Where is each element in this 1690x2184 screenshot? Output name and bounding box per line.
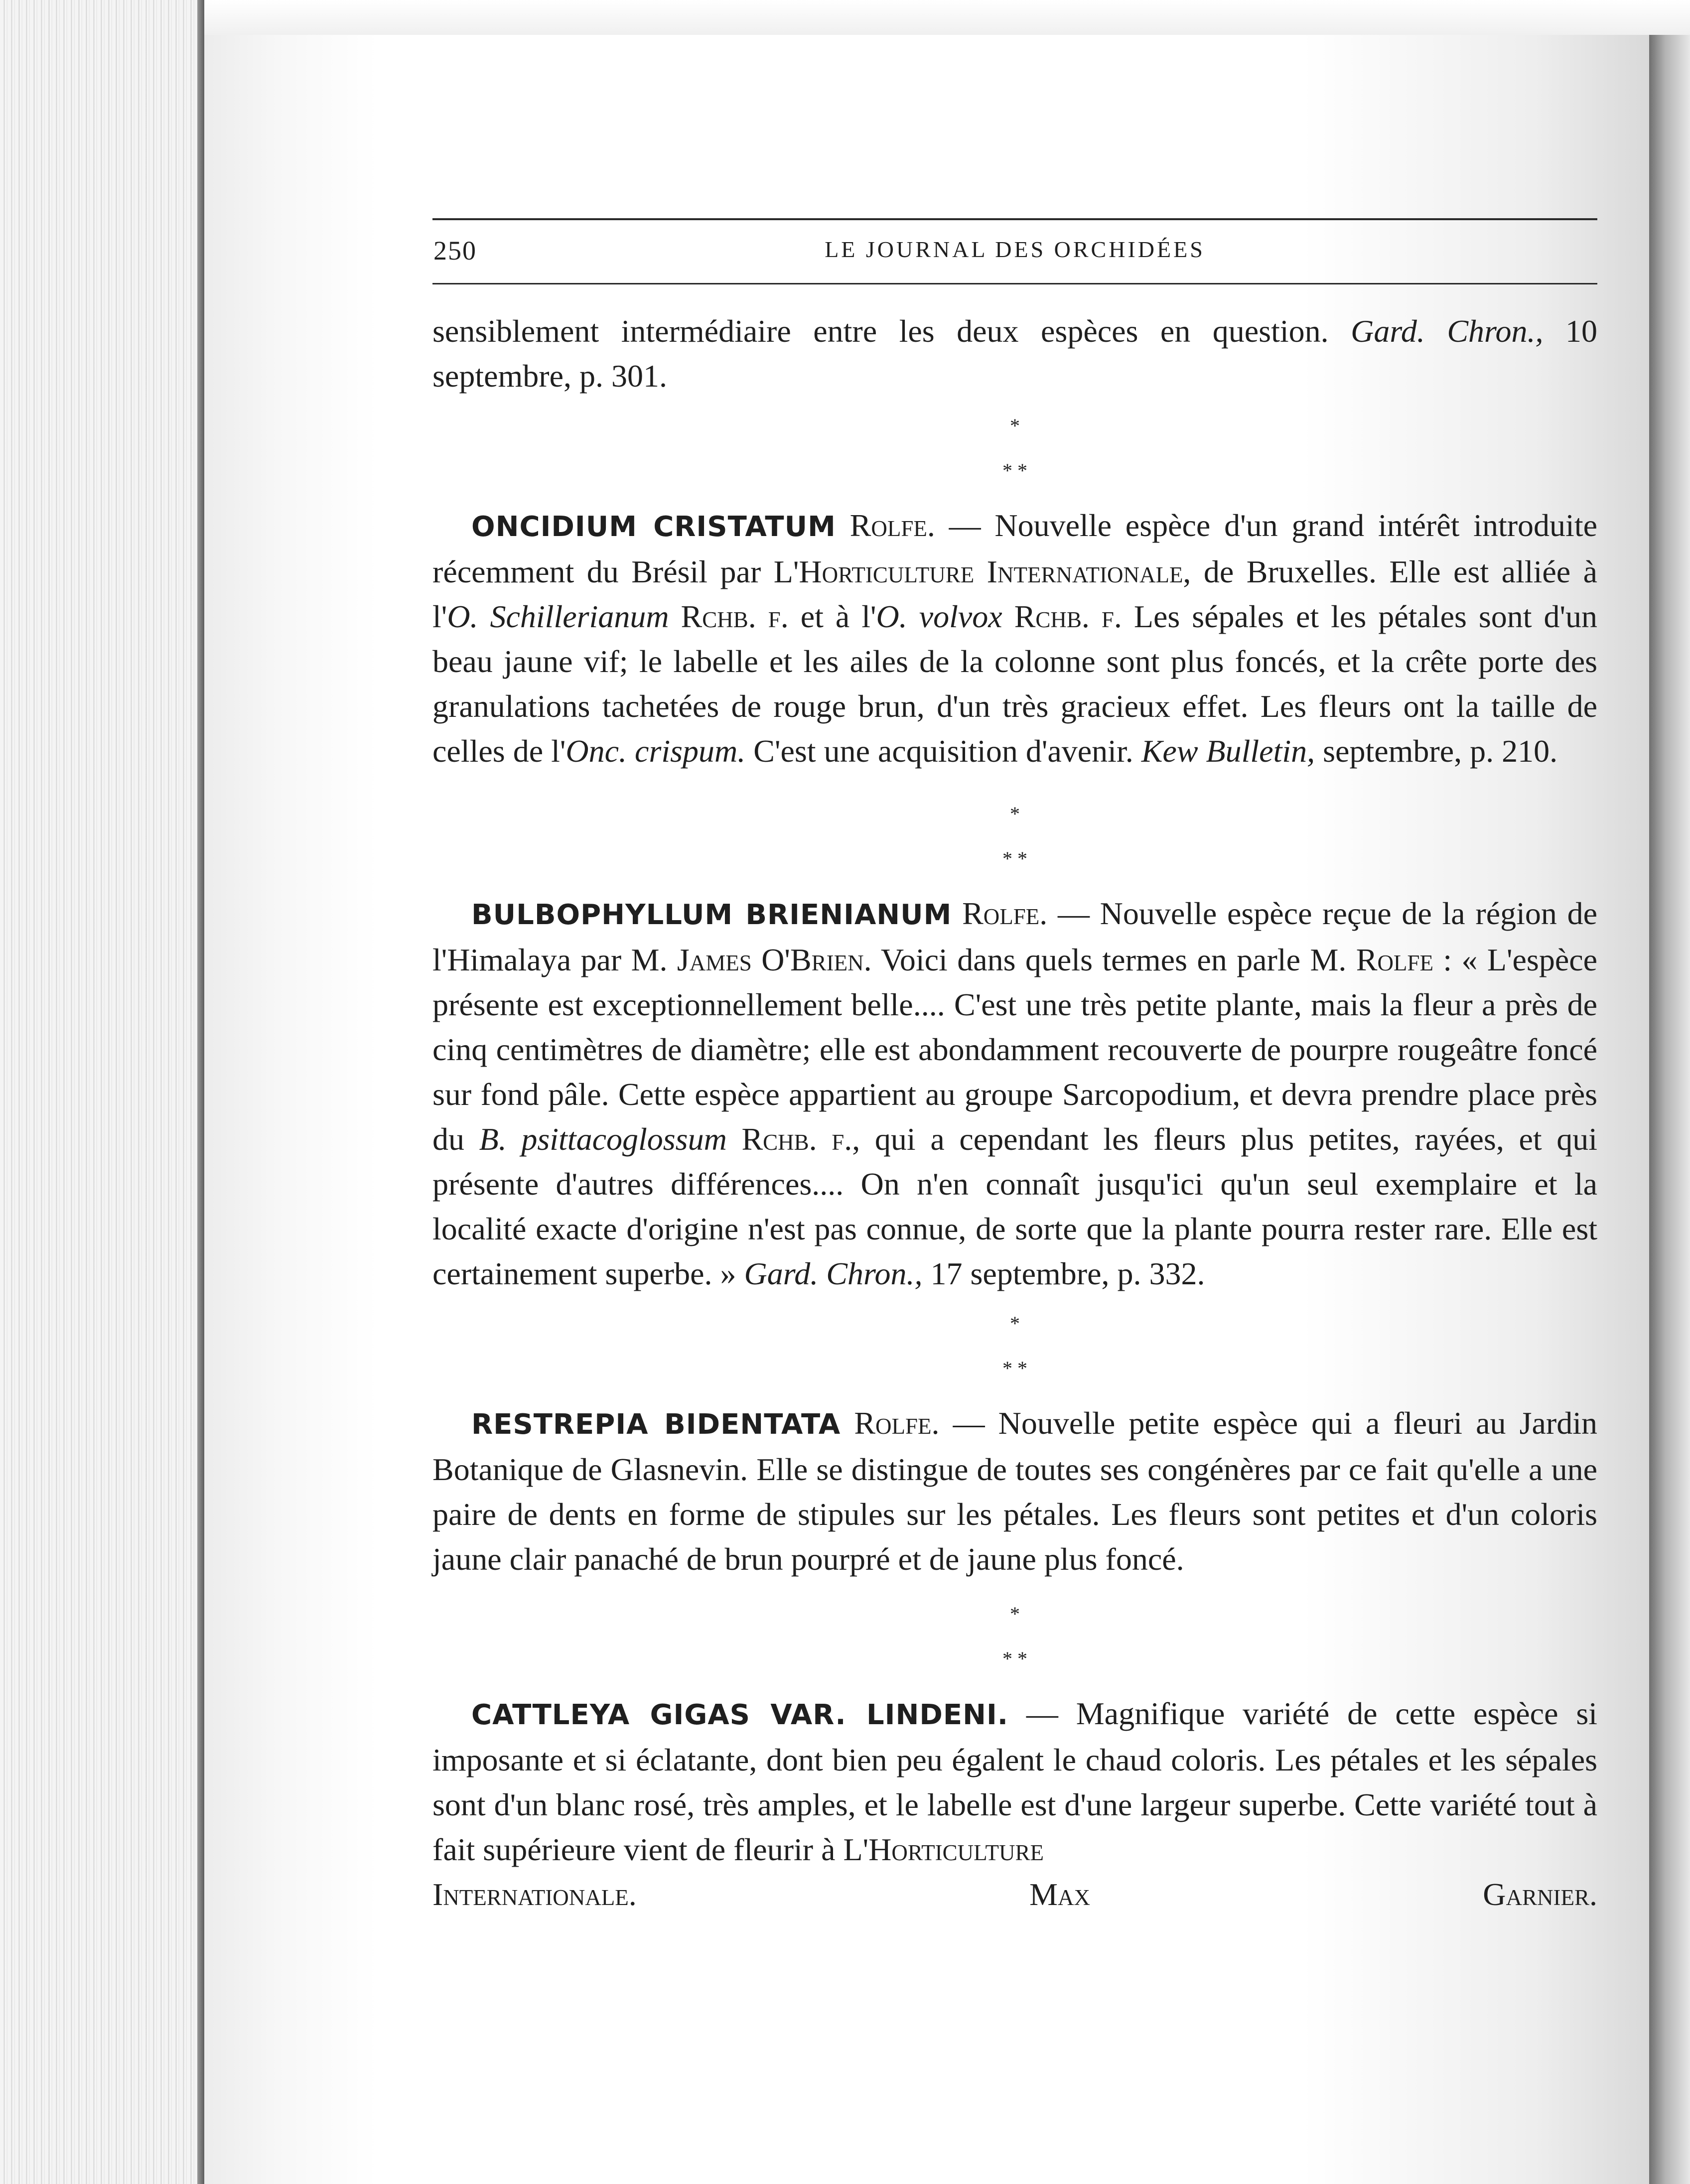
entry-source: Gard. Chron., [744,1256,923,1291]
entry-source-tail: 17 septembre, p. 332. [930,1256,1205,1291]
entry-text: — Magnifique variété de cette espèce si imposante et si éclatante, dont bien peu égalent le chaud coloris. Les pétales et les sépales sont d'un blanc rosé, très amples, et le labelle est d'une largeur superbe. Cette variété tout à fait supérieure vient de fleurir à [432,1696,1598,1867]
section-separator [432,788,1597,877]
entry-title: ONCIDIUM CRISTATUM [471,511,836,543]
separator-star-top: * [1010,803,1020,825]
entry-text: — Nouvelle espèce d'un grand intérêt introduite récemment du Brésil par [432,508,1598,589]
separator-star-top: * [1010,1312,1020,1335]
entry-title: RESTREPIA BIDENTATA [471,1408,841,1441]
species-name: O. Schillerianum [447,599,669,634]
intro-text: sensiblement intermédiaire entre les deux espèces en question. [432,313,1329,349]
page-right-shadow [1649,35,1690,2184]
entry-oncidium-cristatum [432,503,1597,774]
book-edge [0,0,204,2184]
entry-organization: L'Horticulture [843,1832,1044,1867]
entry-text: — Nouvelle espèce reçue de la région de l'Himalaya par M. [432,896,1597,977]
signature-line [432,1872,1597,1917]
separator-stars-bottom: * * [1002,847,1027,870]
person-name: James O'Brien. [677,942,872,977]
section-separator [432,400,1597,489]
separator-stars-bottom: * * [1002,459,1027,482]
species-author: Rchb. f. [1014,599,1122,634]
running-head [432,235,1597,275]
page-number: 250 [433,236,477,266]
section-separator [432,1588,1597,1677]
header-rule-top [432,218,1597,220]
separator-stars-bottom: * * [1002,1647,1027,1670]
entry-text: de Bruxelles. Elle est alliée à l' [432,554,1598,634]
person-name: Rolfe [1356,942,1433,977]
entry-text: Les sépales et les pétales sont d'un beau jaune vif; le labelle et les ailes de la colonne sont plus foncés, et la crête porte des granulations tachetées de rouge brun, d'un très gracieux effet. Les fleurs ont la taille de celles de l' [432,599,1598,769]
header-rule-bottom [432,283,1597,284]
page-top-shadow [204,0,1690,35]
species-author: Rchb. f., [741,1121,860,1157]
entry-bulbophyllum-brienianum [432,891,1597,1296]
species-name: B. psittacoglossum [479,1121,727,1157]
author-signature: Max Garnier. [1029,1877,1597,1912]
entry-restrepia-bidentata [432,1401,1597,1582]
entry-text: : « L'espèce présente est exceptionnellement belle.... C'est une très petite plante, mais la fleur a près de cinq centimètres de diamètre; elle est abondamment recouverte de pourpre rougeâtre foncé sur fond pâle. Cette espèce appartient au groupe Sarcopodium, et devra prendre place près du [432,942,1598,1157]
entry-cattleya-gigas [432,1691,1597,1872]
entry-text: C'est une acquisition d'avenir. [753,733,1133,769]
entry-text: — Nouvelle petite espèce qui a fleuri au Jardin Botanique de Glasnevin. Elle se distingue de toutes ses congénères par ce fait qu'elle a une paire de dents en forme de stipules sur les pétales. Les fleurs sont petites et d'un coloris jaune clair panaché de brun pourpré et de jaune plus foncé. [432,1405,1598,1577]
species-name: O. volvox [876,599,1002,634]
article-body [432,309,1597,1917]
entry-organization: L'Horticulture Internationale, [773,554,1191,589]
entry-author: Rolfe. [849,508,935,543]
intro-source: Gard. Chron., [1351,313,1544,349]
separator-stars-bottom: * * [1002,1357,1027,1379]
intro-paragraph [432,309,1597,399]
section-separator [432,1297,1597,1387]
species-name: Onc. crispum. [565,733,746,769]
species-author: Rchb. f. [681,599,789,634]
intro-tail: 10 septembre, p. 301. [432,313,1598,394]
separator-star-top: * [1010,1603,1020,1625]
separator-star-top: * [1010,414,1020,437]
entry-title: CATTLEYA GIGAS VAR. LINDENI. [471,1699,1009,1731]
entry-author: Rolfe. [962,896,1048,931]
entry-text: qui a cependant les fleurs plus petites, rayées, et qui présente d'autres différences.... On n'en connaît jusqu'ici qu'un seul exemplaire et la localité exacte d'origine n'est pas connue, de sorte que la plante pourra rester rare. Elle est certainement superbe. » [432,1121,1598,1291]
entry-text: et à l' [800,599,876,634]
entry-source: Kew Bulletin, [1141,733,1315,769]
entry-source-tail: septembre, p. 210. [1323,733,1558,769]
entry-author: Rolfe. [854,1405,940,1441]
entry-text: Voici dans quels termes en parle M. [880,942,1347,977]
journal-title: LE JOURNAL DES ORCHIDÉES [825,237,1205,262]
entry-organization: Internationale. [432,1877,637,1912]
entry-title: BULBOPHYLLUM BRIENIANUM [471,899,952,931]
